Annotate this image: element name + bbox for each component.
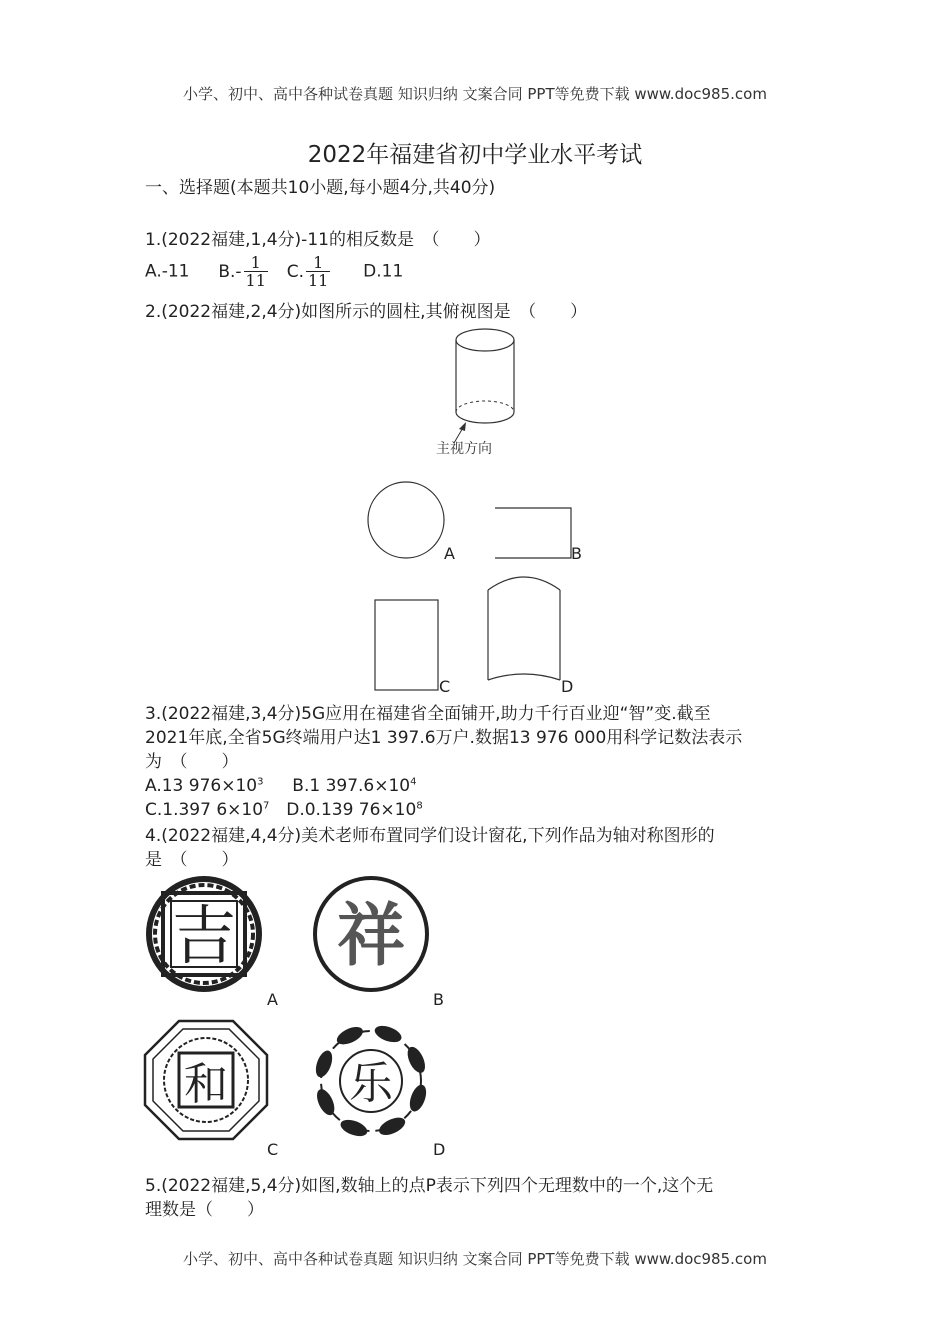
q1-option-b: B.- $\frac{1}{11}$ xyxy=(218,253,266,290)
q4-option-c-paper-cut xyxy=(141,1017,271,1143)
q2-option-c-label: C xyxy=(439,677,451,696)
q4-char-b: 祥 xyxy=(336,897,406,976)
q2-option-b-label: B xyxy=(571,544,582,563)
q4-option-b-label: B xyxy=(433,990,444,1009)
q4-option-b-paper-cut xyxy=(308,873,434,995)
page-footer: 小学、初中、高中各种试卷真题 知识归纳 文案合同 PPT等免费下载 www.doc985.com xyxy=(183,1250,767,1268)
direction-label: 主视方向 xyxy=(436,441,492,457)
q2-option-b-rectangle xyxy=(490,503,580,563)
q2-option-a-label: A xyxy=(444,544,455,563)
q1-option-c: C. $\frac{1}{11}$ xyxy=(286,253,329,290)
q1-options xyxy=(145,254,403,289)
page-title: 2022年福建省初中学业水平考试 xyxy=(307,142,643,168)
q4-char-a: 吉 xyxy=(172,900,236,974)
q2-stem: 2.(2022福建,2,4分)如图所示的圆柱,其俯视图是 （ ） xyxy=(145,302,588,322)
q3-option-d: D.0.139 $76\times 10^8$ xyxy=(286,800,423,820)
q1-stem: 1.(2022福建,1,4分)-11的相反数是 （ ） xyxy=(145,230,491,250)
q2-option-d-label: D xyxy=(561,677,574,696)
q4-option-a-label: A xyxy=(267,990,278,1009)
q2-option-a-circle xyxy=(360,476,450,566)
q4-option-a-paper-cut xyxy=(141,873,267,995)
q3-option-c: C.1.397 $6\times 10^7$ xyxy=(145,800,270,820)
q3-options-row2 xyxy=(145,798,423,822)
q2-option-d-curved-shape xyxy=(482,568,572,694)
q3-stem-line1: 3.(2022福建,3,4分)5G应用在福建省全面铺开,助力千行百业迎“智”变.截至 xyxy=(145,704,711,724)
q3-option-a: A.13 $976\times 10^3$ xyxy=(145,776,264,796)
q1-option-d: D.11 xyxy=(363,261,404,282)
q4-option-d-paper-cut xyxy=(306,1018,436,1144)
q4-option-c-label: C xyxy=(267,1140,279,1159)
q3-options-row1 xyxy=(145,774,417,798)
q2-option-c-rectangle xyxy=(370,595,445,695)
q4-option-d-label: D xyxy=(433,1140,446,1159)
q5-stem-line2: 理数是（ ） xyxy=(145,1200,264,1220)
q3-option-b: B.1 $397.6\times 10^4$ xyxy=(292,776,417,796)
q1-b-fraction: $\frac{1}{11}$ xyxy=(245,253,266,290)
q4-stem-line1: 4.(2022福建,4,4分)美术老师布置同学们设计窗花,下列作品为轴对称图形的 xyxy=(145,826,715,846)
q5-stem-line1: 5.(2022福建,5,4分)如图,数轴上的点P表示下列四个无理数中的一个,这个无 xyxy=(145,1176,714,1196)
page-header: 小学、初中、高中各种试卷真题 知识归纳 文案合同 PPT等免费下载 www.doc985.com xyxy=(183,85,767,103)
section-heading: 一、选择题(本题共10小题,每小题4分,共40分) xyxy=(145,178,496,198)
q4-char-c: 和 xyxy=(184,1059,228,1110)
q3-stem-line3: 为 （ ） xyxy=(145,752,239,772)
q1-option-a: A.-11 xyxy=(145,261,190,282)
q4-stem-line2: 是 （ ） xyxy=(145,850,239,870)
q3-stem-line2: 2021年底,全省5G终端用户达1 397.6万户.数据13 976 000用科学记数法表示 xyxy=(145,728,743,748)
q1-c-fraction: $\frac{1}{11}$ xyxy=(307,253,329,290)
q4-char-d: 乐 xyxy=(349,1058,393,1109)
